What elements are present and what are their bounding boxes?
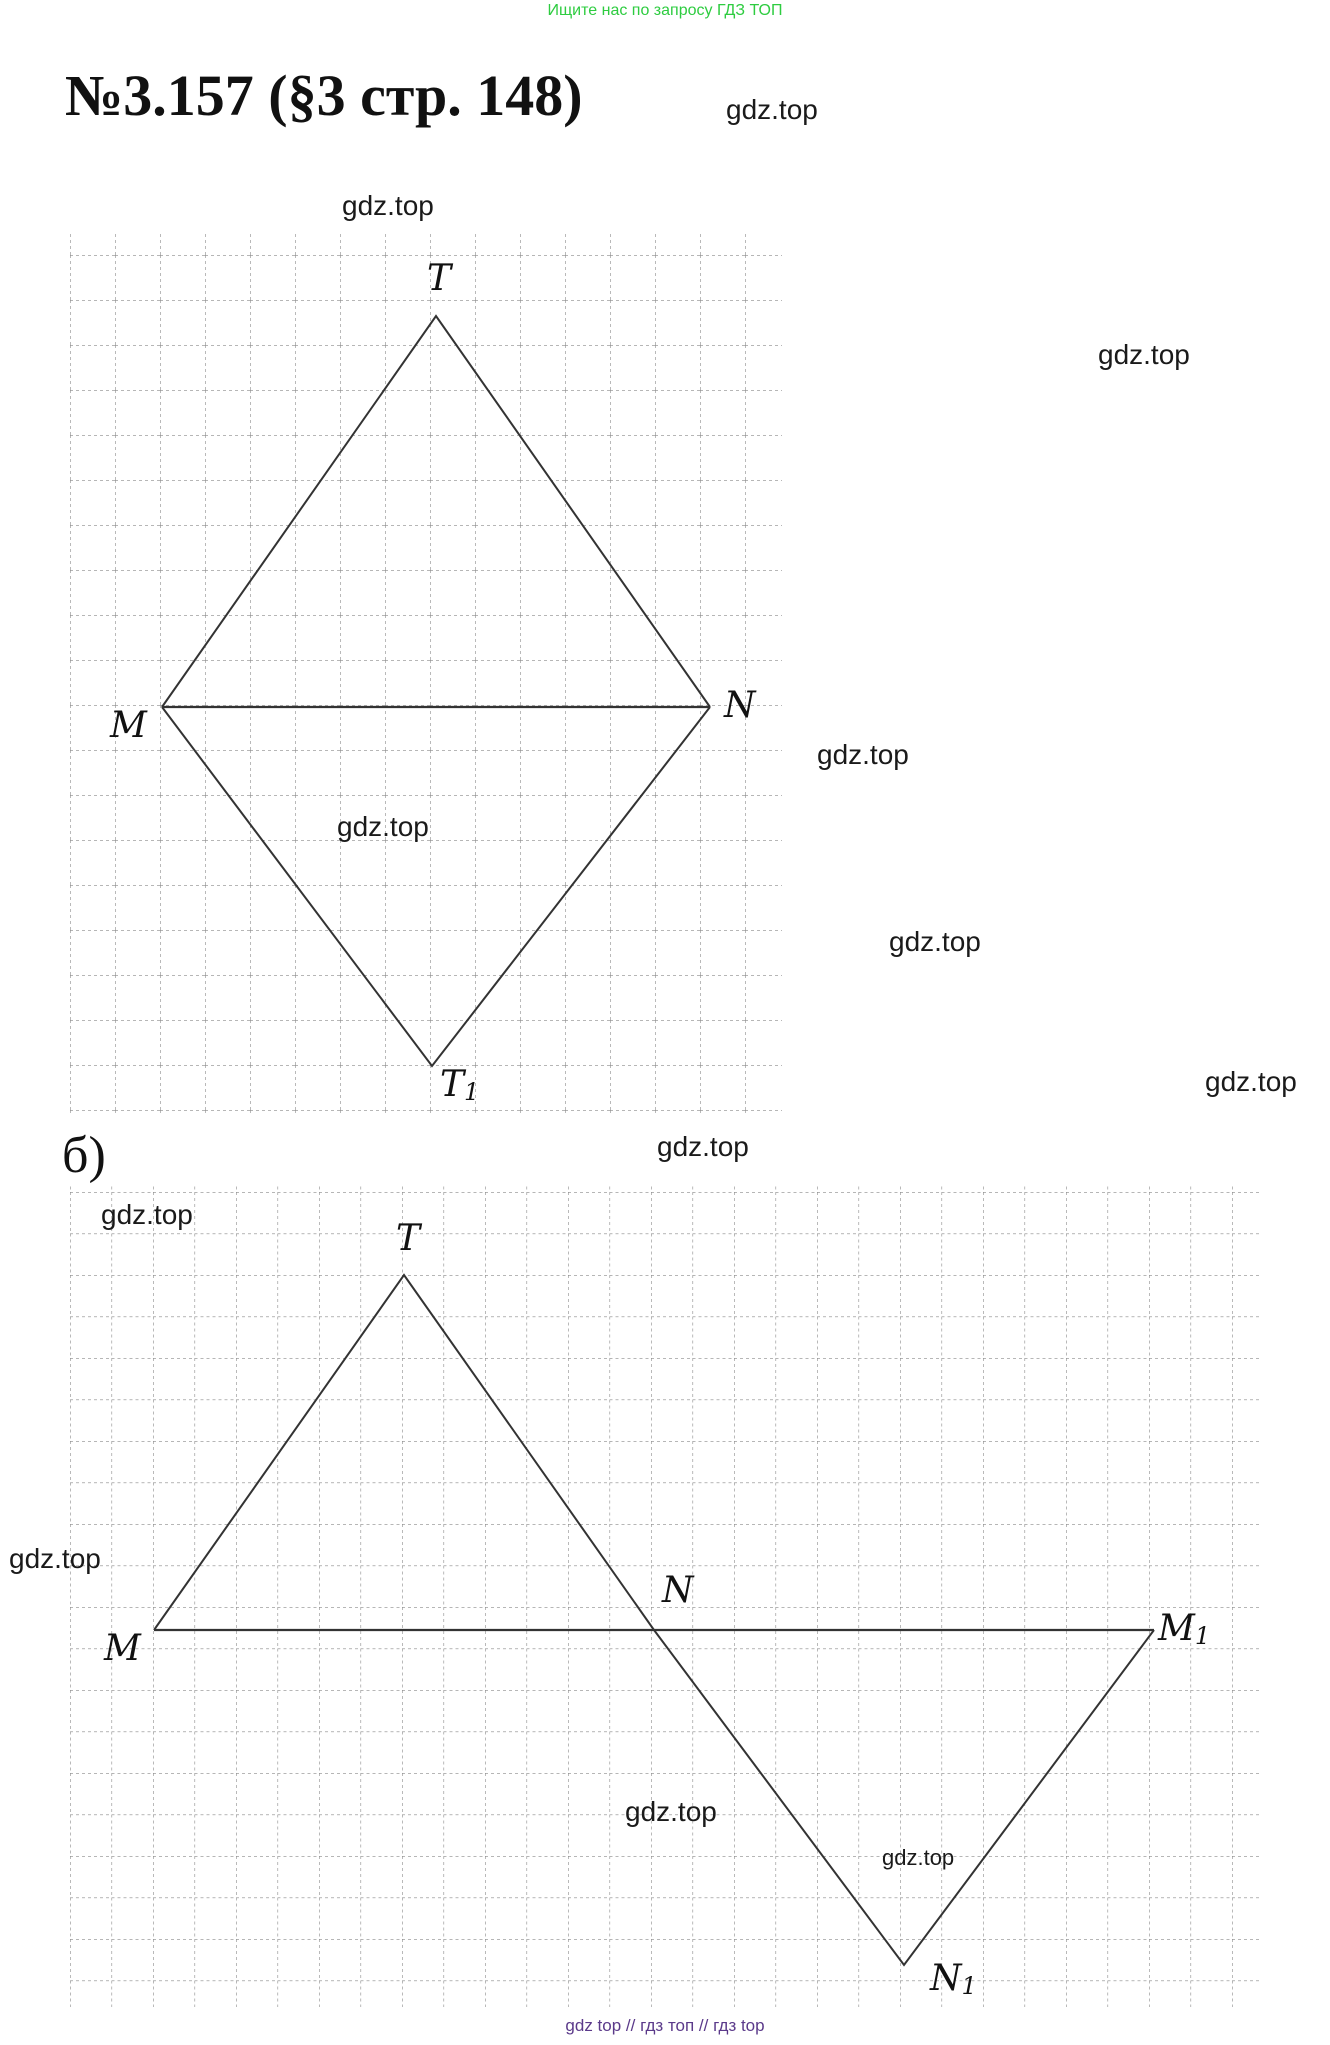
- top-banner: Ищите нас по запросу ГДЗ ТОП: [547, 2, 783, 19]
- watermark: gdz.top: [337, 811, 429, 842]
- watermark: gdz.top: [342, 190, 434, 221]
- watermark: gdz.top: [726, 94, 818, 125]
- watermark: gdz.top: [657, 1131, 749, 1162]
- watermark: gdz.top: [1205, 1066, 1297, 1097]
- label-m-b: M: [104, 1628, 141, 1669]
- label-t-b: T: [396, 1218, 421, 1259]
- grid-a: [70, 232, 782, 1115]
- label-m1-b: M1: [1158, 1608, 1211, 1650]
- watermark: gdz.top: [625, 1796, 717, 1827]
- footer-watermark: gdz top // гдз топ // гдз top: [565, 2016, 765, 2035]
- watermark: gdz.top: [101, 1199, 193, 1230]
- watermark: gdz.top: [882, 1845, 955, 1870]
- watermark: gdz.top: [9, 1543, 101, 1574]
- label-n-a: N: [724, 685, 756, 726]
- figure-a: [70, 232, 782, 1115]
- label-n1-b: N1: [930, 1958, 977, 2000]
- watermark: gdz.top: [1098, 339, 1190, 370]
- label-t-a: T: [427, 258, 452, 299]
- watermark: gdz.top: [889, 926, 981, 957]
- label-t1-a: T1: [440, 1064, 480, 1106]
- page-title: №3.157 (§3 стр. 148): [65, 63, 583, 128]
- label-m-a: M: [110, 705, 147, 746]
- watermark: gdz.top: [817, 739, 909, 770]
- part-b-label: б): [62, 1127, 106, 1184]
- label-n-b: N: [662, 1570, 694, 1611]
- figure-b: [70, 1185, 1260, 2007]
